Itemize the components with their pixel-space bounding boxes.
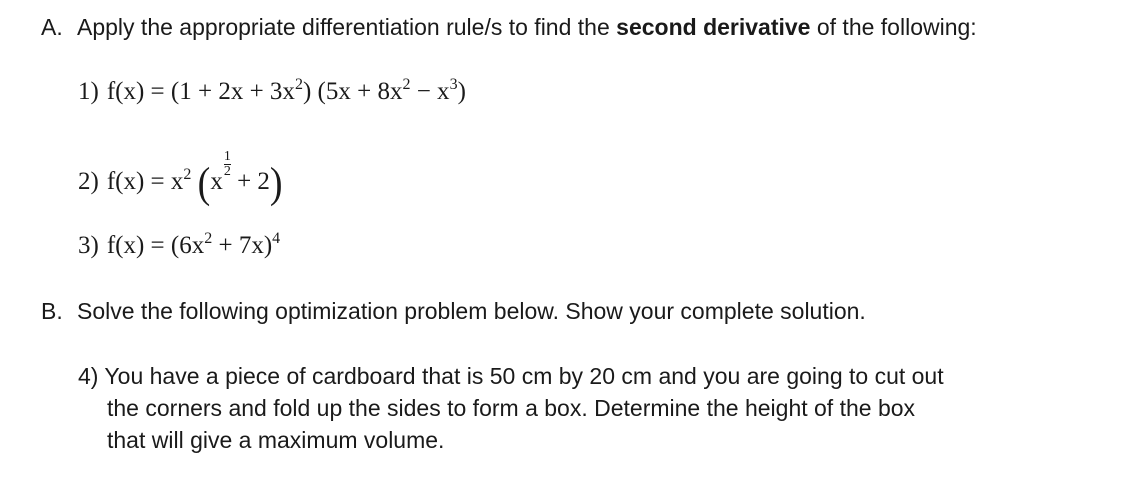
problem-2-open-paren: (: [197, 158, 211, 208]
problem-3: [78, 230, 280, 262]
problem-1-lhs: f(x) =: [106, 78, 171, 105]
problem-2-close-paren: ): [269, 158, 283, 208]
problem-2-frac-denominator: 2: [223, 164, 231, 179]
problem-2-lhs: f(x) = x: [106, 168, 184, 195]
section-a-text-after: of the following:: [810, 14, 977, 40]
section-a-text-before: Apply the appropriate differentiation rule/s to find the: [77, 14, 617, 40]
problem-1-part2-close: ): [457, 78, 466, 105]
problem-4-line2: the corners and fold up the sides to form a box. Determine the height of the box: [107, 395, 916, 421]
problem-1-part2-mid: − x: [410, 78, 450, 105]
problem-2: [78, 149, 283, 208]
section-b-text: Solve the following optimization problem below. Show your complete solution.: [77, 298, 866, 324]
problem-1-number: 1): [78, 78, 99, 105]
problem-1: [78, 76, 466, 108]
section-a-text-bold: second derivative: [616, 14, 811, 40]
problem-3-mid: + 7x): [212, 232, 273, 259]
section-b-heading: [41, 296, 866, 326]
problem-1-exp3: 3: [449, 76, 458, 93]
problem-3-exp: 2: [204, 230, 213, 247]
problem-1-exp1: 2: [294, 76, 303, 93]
problem-4-line3: that will give a maximum volume.: [107, 427, 445, 453]
problem-1-part2: (5x + 8x: [311, 78, 403, 105]
problem-2-fraction-exponent: [224, 150, 231, 179]
problem-2-number: 2): [78, 168, 99, 195]
problem-1-exp2: 2: [402, 76, 411, 93]
problem-3-number: 3): [78, 232, 99, 259]
problem-2-plus-two: + 2: [230, 168, 270, 195]
problem-3-lhs: f(x) = (6x: [106, 232, 205, 259]
problem-4-line1: 4) You have a piece of cardboard that is 50 cm by 20 cm and you are going to cut out: [78, 363, 944, 389]
problem-2-frac-numerator: 1: [223, 149, 231, 164]
problem-2-inner-x: x: [210, 168, 223, 195]
problem-4: [78, 360, 1028, 456]
problem-2-exp: 2: [183, 166, 192, 183]
section-b-letter: B.: [41, 298, 63, 324]
section-a-heading: [41, 12, 977, 42]
problem-3-outer-exp: 4: [272, 230, 281, 247]
problem-1-part1: (1 + 2x + 3x: [170, 78, 295, 105]
section-a-letter: A.: [41, 14, 63, 40]
problem-1-part1-close: ): [302, 78, 312, 105]
